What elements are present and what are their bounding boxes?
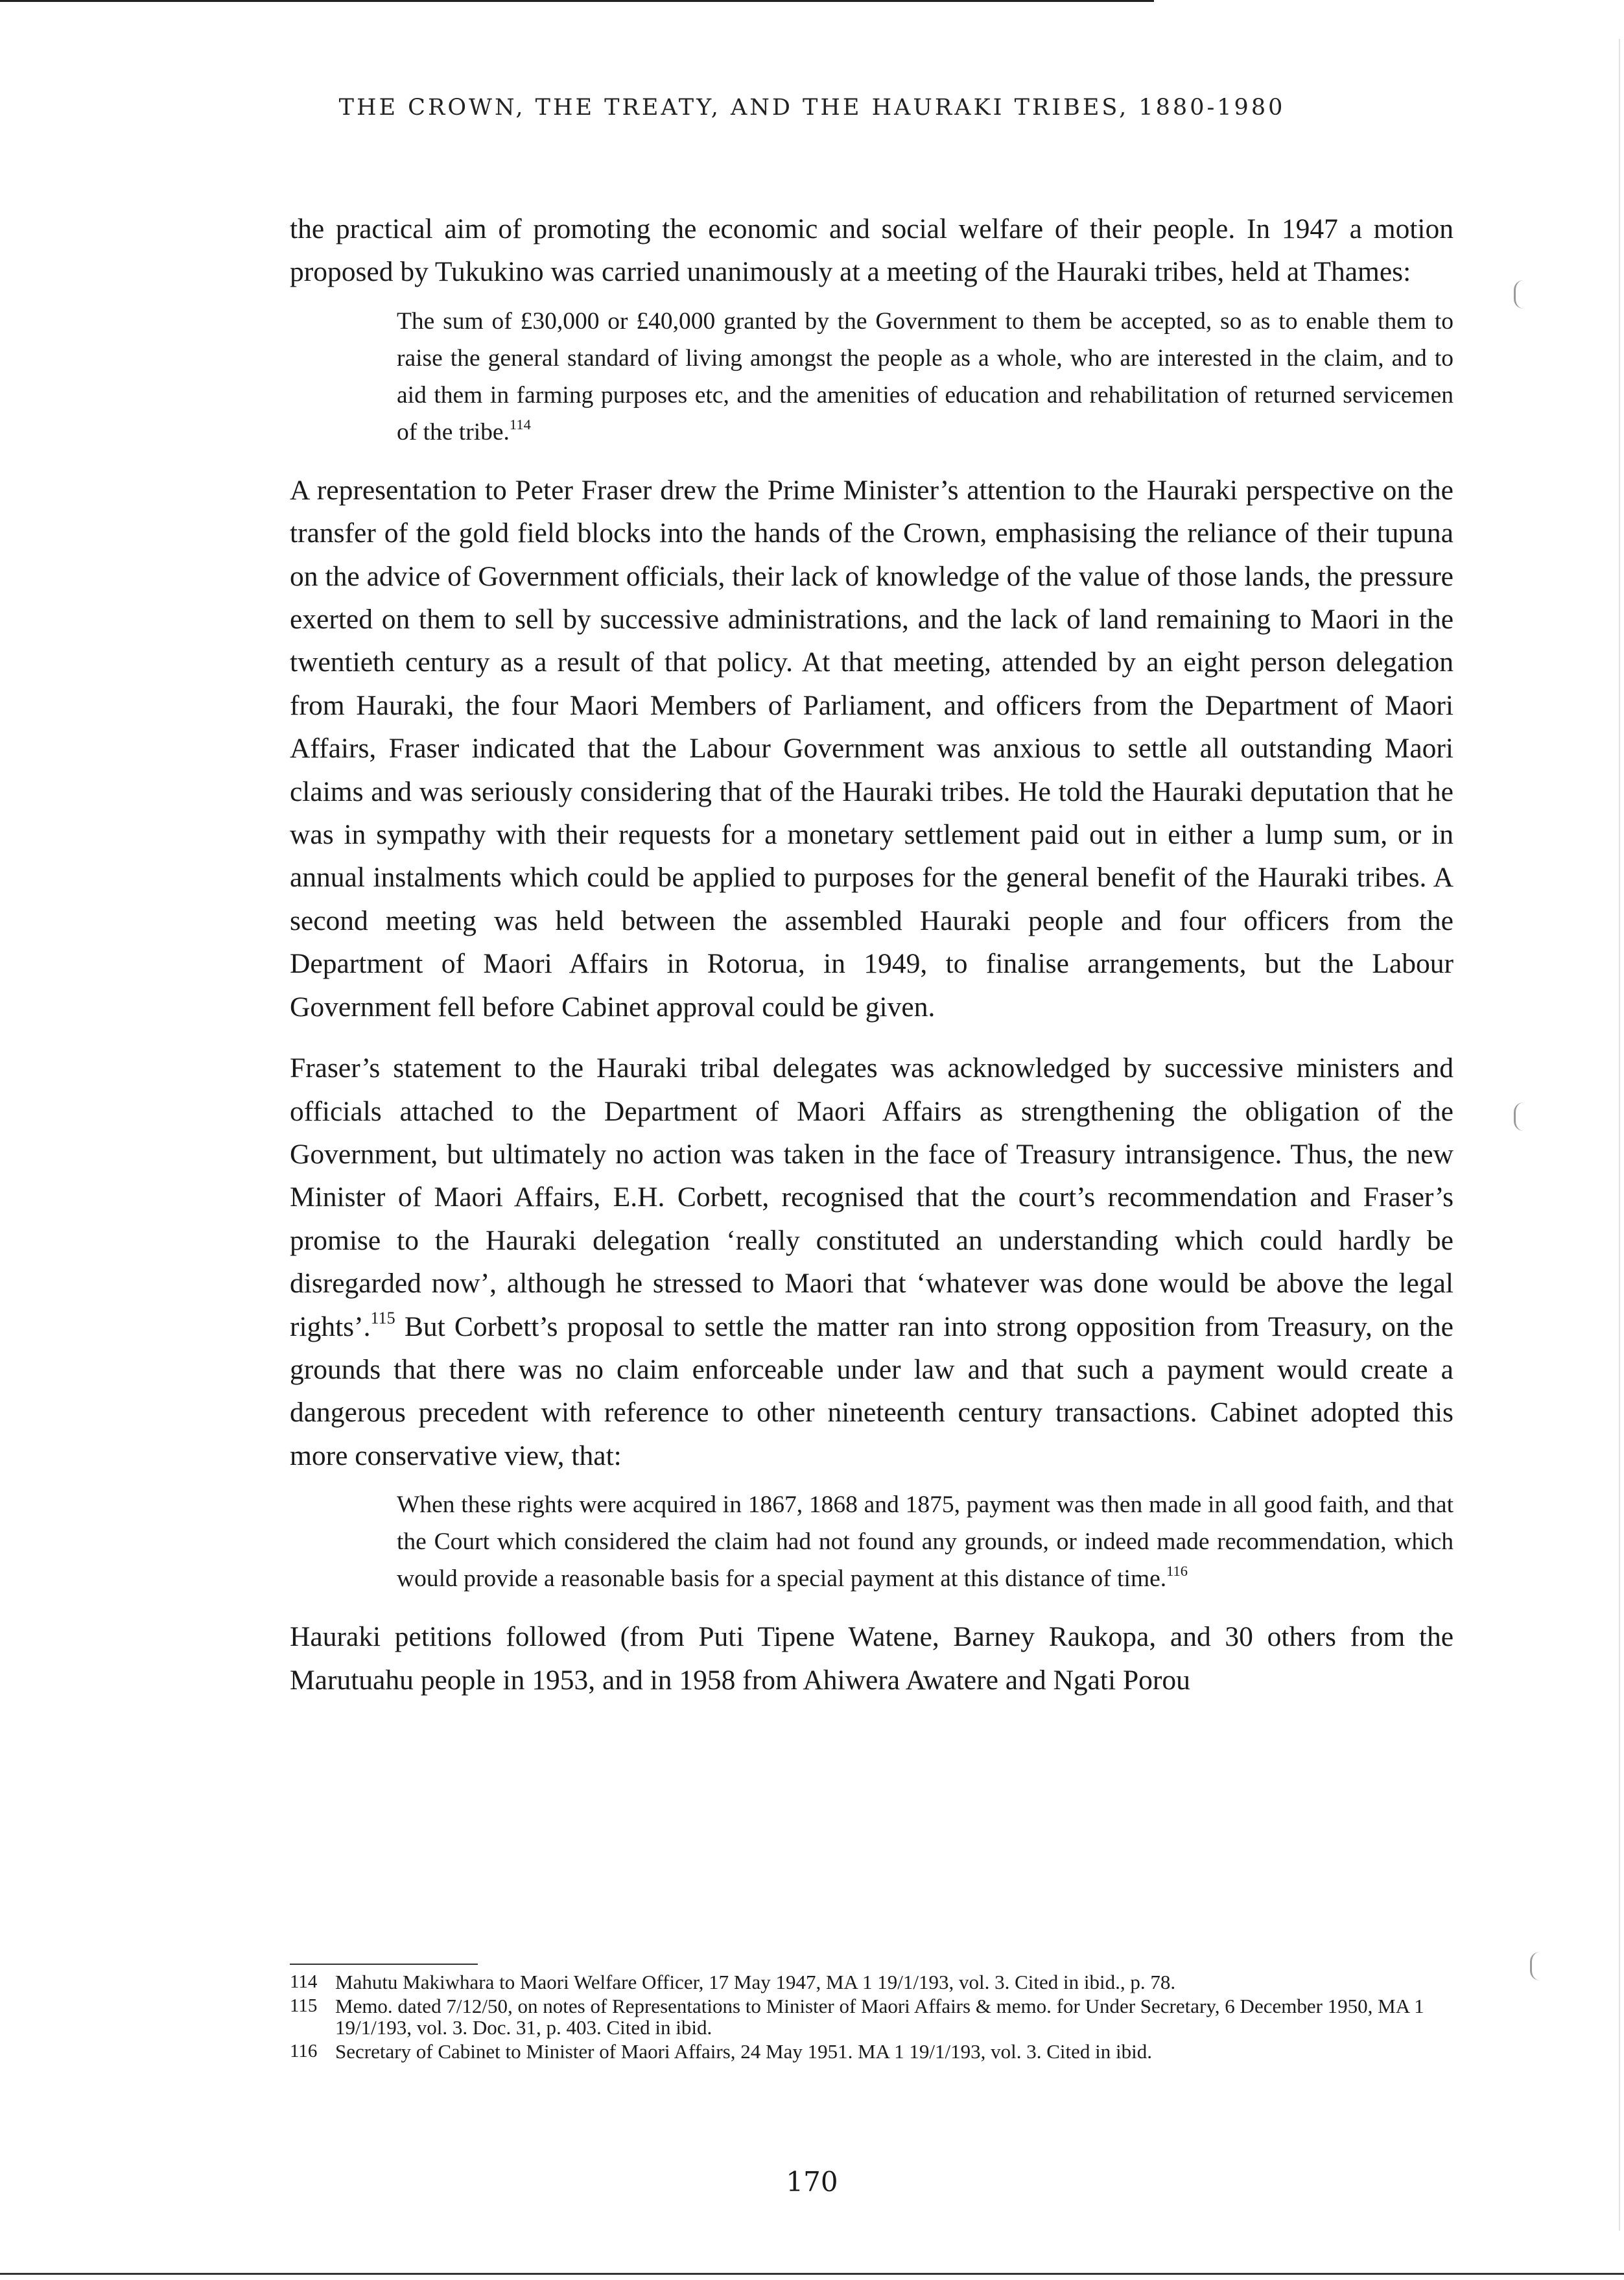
paragraph-3-part-1: Fraser’s statement to the Hauraki tribal delegates was acknowledged by successive ministers and officials attached to the Department of Maori Affairs as strengthening the obligation of the Government, but ultimately no action was taken in the face of Treasury intransigence. Thus, the new Minister of Maori Affairs, E.H. Corbett, recognised that the court’s recommendation and Fraser’s promise to the Hauraki delegation ‘really constituted an understanding which could hardly be disregarded now’, although he stressed to Maori that ‘whatever was done would be above the legal rights’. bbox=[290, 1052, 1453, 1342]
block-quote-2 bbox=[397, 1486, 1453, 1597]
scan-margin-line bbox=[1619, 39, 1620, 2231]
paragraph-1: the practical aim of promoting the economic and social welfare of their people. In 1947 a motion proposed by Tukukino was carried unanimously at a meeting of the Hauraki tribes, held at Thames: bbox=[290, 213, 1453, 288]
footnote-text: Mahutu Makiwhara to Maori Welfare Officer, 17 May 1947, MA 1 19/1/193, vol. 3. Cited in ibid., p. 78. bbox=[335, 1971, 1176, 1993]
top-rule bbox=[0, 0, 1154, 2]
body-text bbox=[290, 208, 1453, 1702]
footnote-ref-114[interactable]: 114 bbox=[509, 416, 531, 433]
footnote-number: 114 bbox=[290, 1971, 318, 1992]
paragraph-2: A representation to Peter Fraser drew the Prime Minister’s attention to the Hauraki perspective on the transfer of the gold field blocks into the hands of the Crown, emphasising the reliance of their tupuna on the advice of Government officials, their lack of knowledge of the value of those lands, the pressure exerted on them to sell by successive administrations, and the lack of land remaining to Maori in the twentieth century as a result of that policy. At that meeting, attended by an eight person delegation from Hauraki, the four Maori Members of Parliament, and officers from the Department of Maori Affairs, Fraser indicated that the Labour Government was anxious to settle all outstanding Maori claims and was seriously considering that of the Hauraki tribes. He told the Hauraki deputation that he was in sympathy with their requests for a monetary settlement paid out in either a lump sum, or in annual instalments which could be applied to purposes for the general benefit of the Hauraki tribes. A second meeting was held between the assembled Hauraki people and four officers from the Department of Maori Affairs in Rotorua, in 1949, to finalise arrangements, but the Labour Government fell before Cabinet approval could be given. bbox=[290, 474, 1453, 1023]
footnote-text: Secretary of Cabinet to Minister of Maori Affairs, 24 May 1951. MA 1 19/1/193, vol. 3. Cited in ibid. bbox=[335, 2040, 1152, 2063]
running-header: THE CROWN, THE TREATY, AND THE HAURAKI TRIBES, 1880-1980 bbox=[338, 95, 1286, 121]
scan-mark bbox=[1530, 1952, 1540, 1980]
footnote-number: 115 bbox=[290, 1995, 318, 2016]
paragraph-3-part-2: But Corbett’s proposal to settle the matter ran into strong opposition from Treasury, on the grounds that there was no claim enforceable under law and that such a payment would create a dangerous precedent with reference to other nineteenth century transactions. Cabinet adopted this more conservative view, that: bbox=[290, 1311, 1453, 1471]
footnote-ref-115[interactable]: 115 bbox=[370, 1309, 395, 1328]
page-number: 170 bbox=[786, 2166, 838, 2198]
scan-mark bbox=[1514, 1102, 1524, 1131]
footnote-115 bbox=[290, 1995, 1457, 2038]
block-quote-2-text: When these rights were acquired in 1867, 1868 and 1875, payment was then made in all good faith, and that the Court which considered the claim had not found any grounds, or indeed made recommendation, which would provide a reasonable basis for a special payment at this distance of time. bbox=[397, 1491, 1453, 1593]
block-quote-1-text: The sum of £30,000 or £40,000 granted by the Government to them be accepted, so as to enable them to raise the general standard of living amongst the people as a whole, who are interested in the claim, and to aid them in farming purposes etc, and the amenities of education and rehabilitation of returned servicemen of the tribe. bbox=[397, 307, 1453, 445]
footnote-ref-116[interactable]: 116 bbox=[1166, 1563, 1188, 1580]
footnote-separator bbox=[290, 1964, 478, 1965]
footnote-114 bbox=[290, 1971, 1457, 1993]
footnote-116 bbox=[290, 2041, 1457, 2062]
bottom-rule bbox=[0, 2273, 1624, 2275]
scan-mark bbox=[1514, 280, 1524, 309]
footnote-text: Memo. dated 7/12/50, on notes of Representations to Minister of Maori Affairs & memo. for Under Secretary, 6 December 1950, MA 1 19/1/193, vol. 3. Doc. 31, p. 403. Cited in ibid. bbox=[335, 1995, 1424, 2039]
footnote-number: 116 bbox=[290, 2041, 318, 2061]
paragraph-3 bbox=[290, 1047, 1453, 1477]
block-quote-1 bbox=[397, 303, 1453, 451]
paragraph-4: Hauraki petitions followed (from Puti Tipene Watene, Barney Raukopa, and 30 others from the Marutuahu people in 1953, and in 1958 from Ahiwera Awatere and Ngati Porou bbox=[290, 1621, 1453, 1696]
